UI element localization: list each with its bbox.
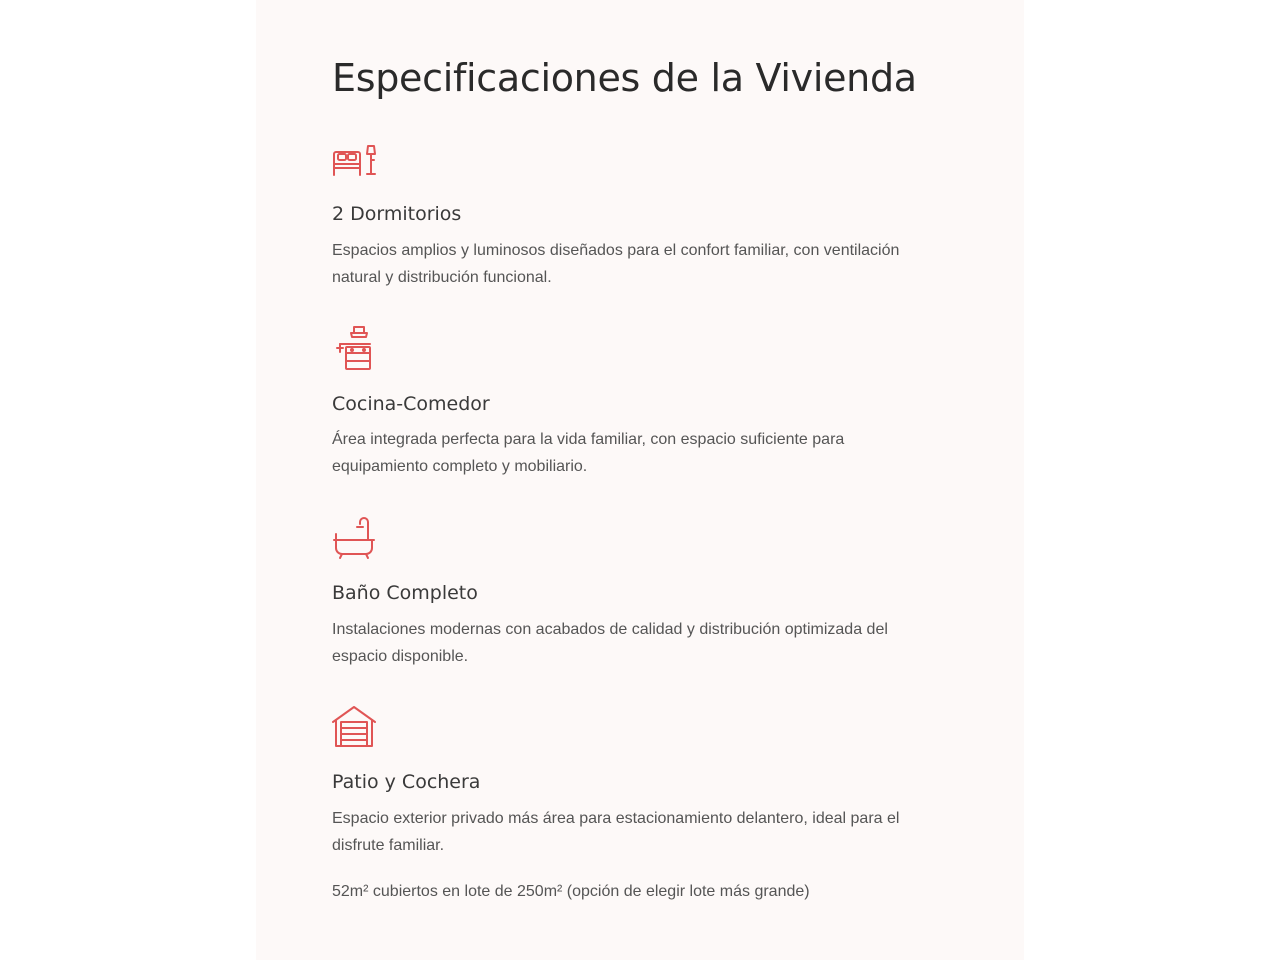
page-title: Especificaciones de la Vivienda	[332, 56, 917, 100]
bathtub-icon	[332, 514, 378, 560]
garage-icon	[332, 704, 378, 750]
feature-description: Instalaciones modernas con acabados de calidad y distribución optimizada del espacio disponible.	[332, 621, 888, 665]
feature-description: Espacios amplios y luminosos diseñados para el confort familiar, con ventilación natural y distribución funcional.	[332, 242, 900, 286]
feature-title: 2 Dormitorios	[332, 203, 462, 225]
kitchen-stove-icon	[332, 324, 378, 370]
feature-title: Patio y Cochera	[332, 771, 481, 793]
feature-title: Baño Completo	[332, 582, 478, 604]
feature-title: Cocina-Comedor	[332, 393, 490, 415]
footnote-lot-size: 52m² cubiertos en lote de 250m² (opción de elegir lote más grande)	[332, 883, 810, 900]
bed-lamp-icon	[332, 140, 378, 186]
specifications-panel	[256, 0, 1024, 960]
feature-description: Espacio exterior privado más área para estacionamiento delantero, ideal para el disfrute familiar.	[332, 810, 900, 854]
feature-description: Área integrada perfecta para la vida familiar, con espacio suficiente para equipamiento completo y mobiliario.	[332, 431, 845, 475]
